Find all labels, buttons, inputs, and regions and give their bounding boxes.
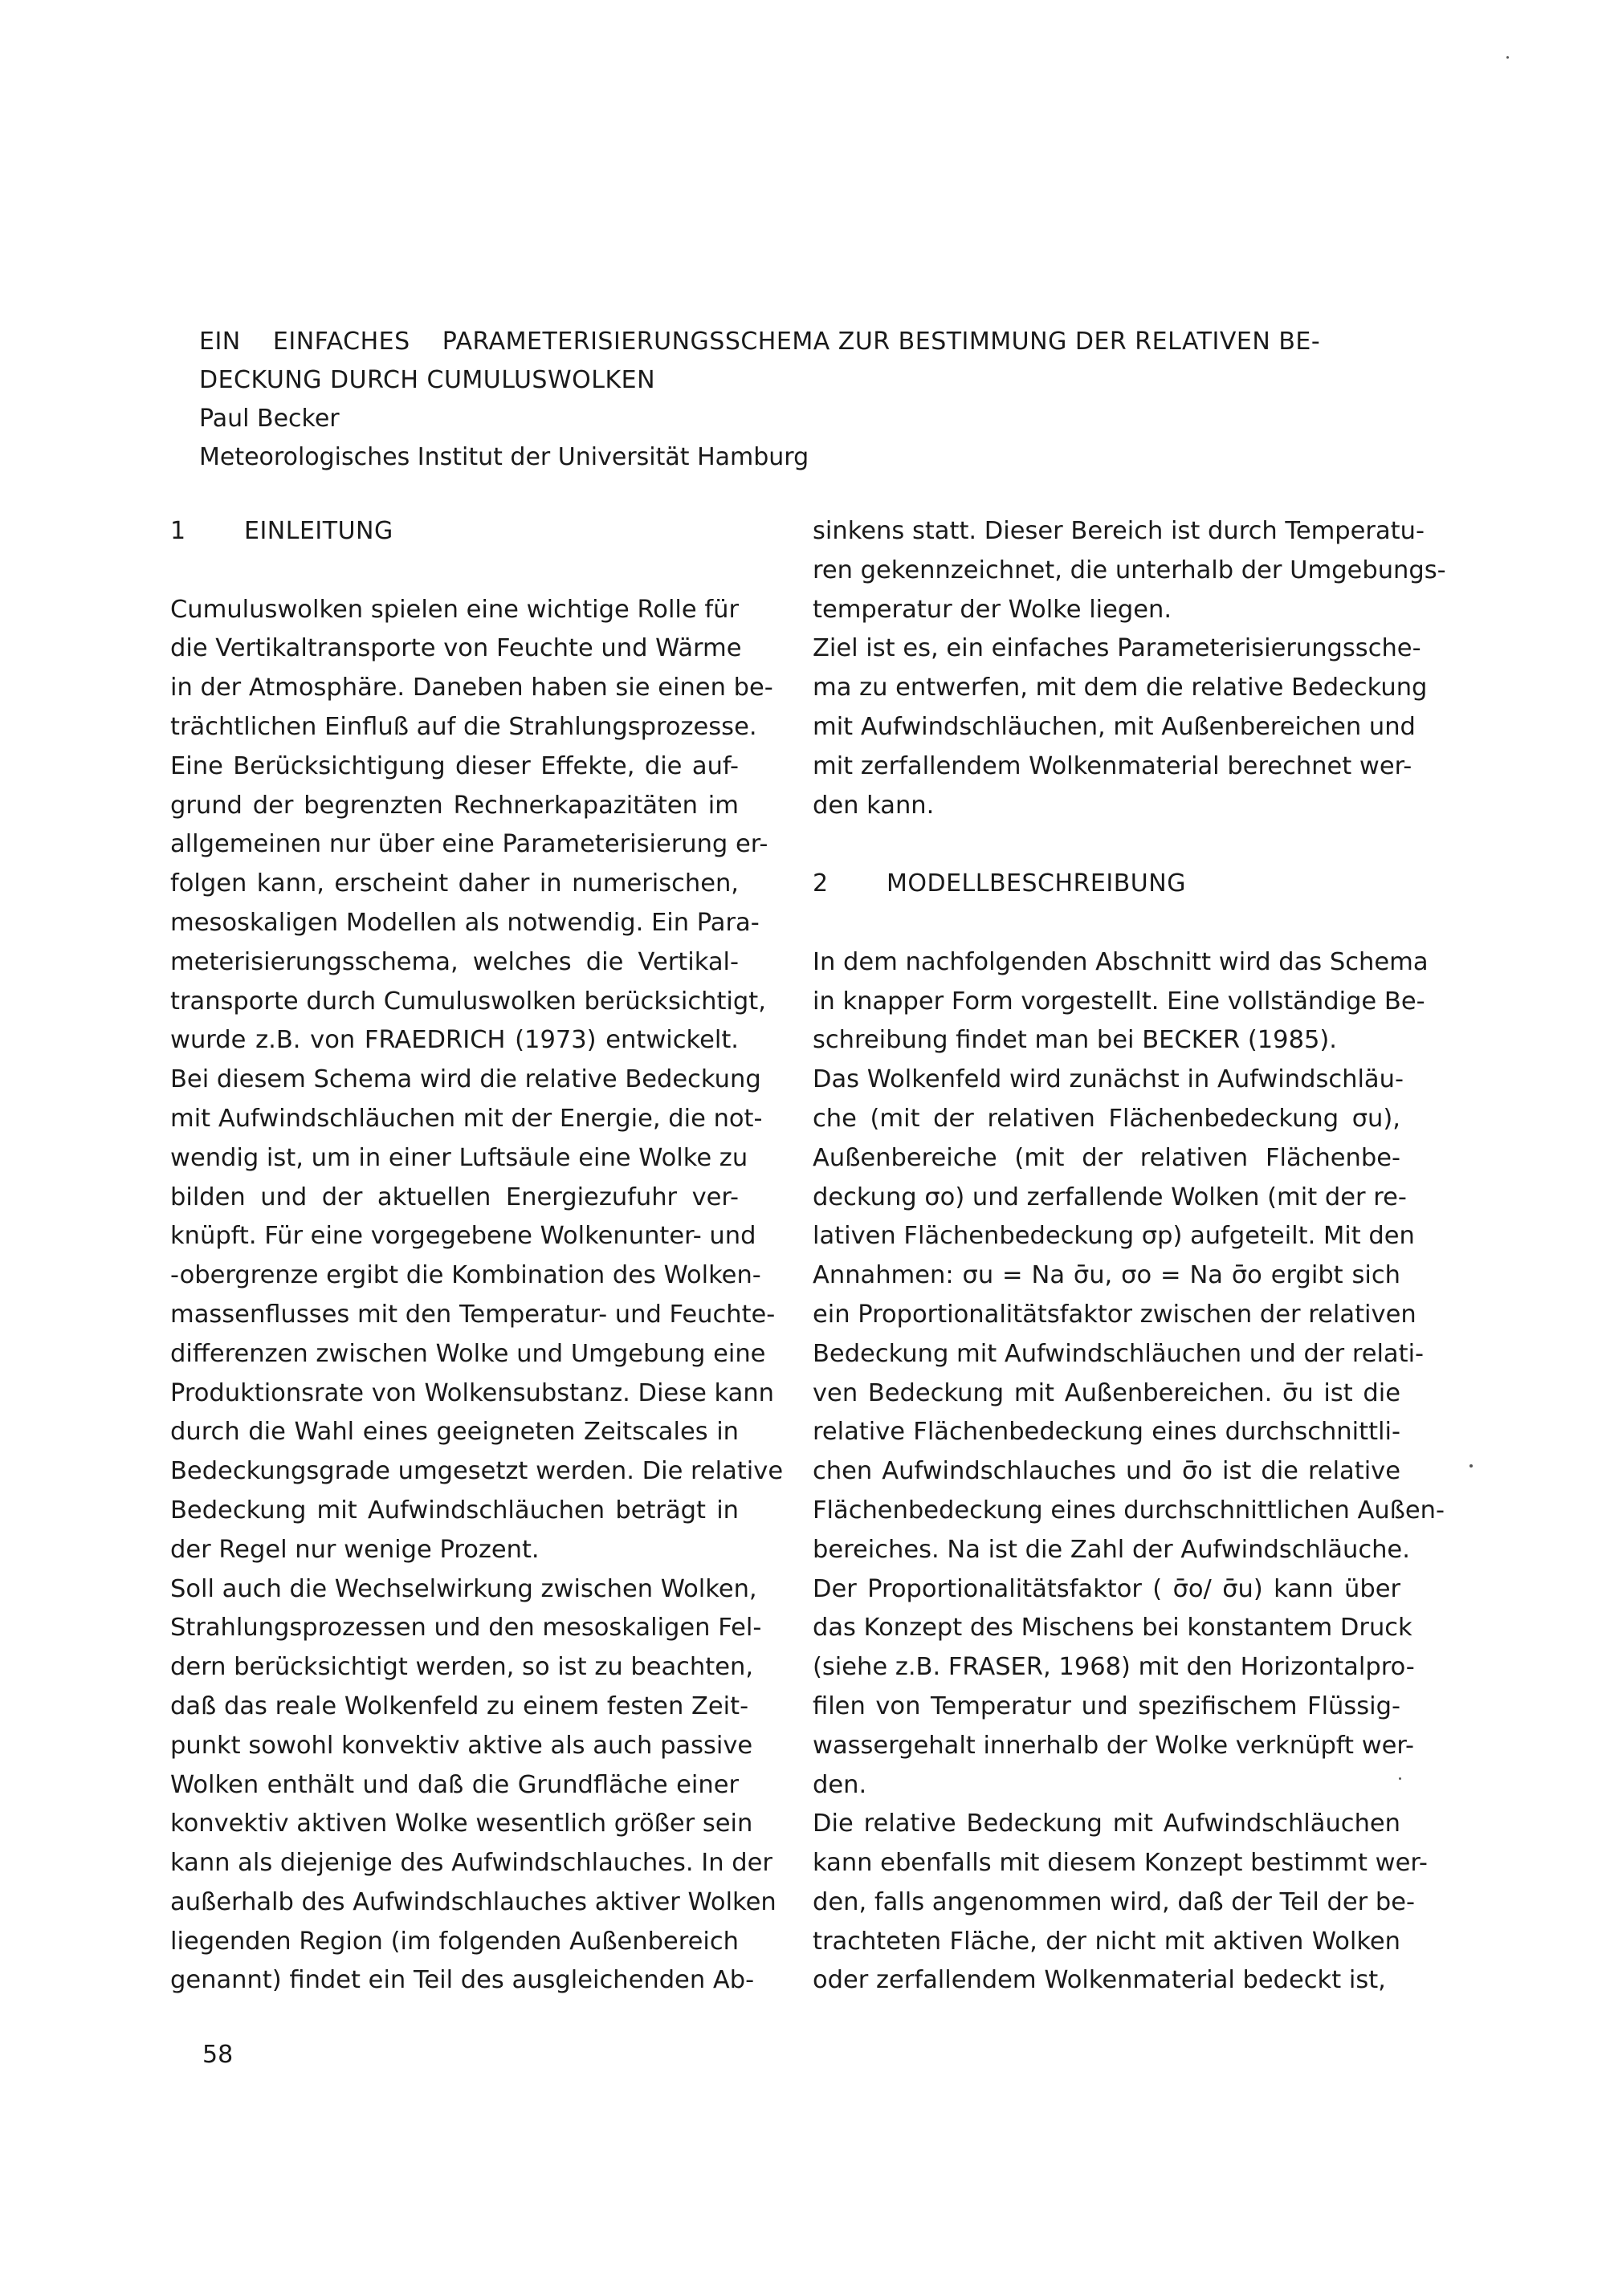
author-affiliation: Meteorologisches Institut der Universität Hamburg xyxy=(199,443,809,471)
text-line: In dem nachfolgenden Abschnitt wird das Schema xyxy=(813,947,1429,976)
text-line: Bedeckungsgrade umgesetzt werden. Die relative xyxy=(170,1457,784,1486)
text-line: kann als diejenige des Aufwindschlauches. In der xyxy=(170,1849,772,1878)
text-line: Außenbereiche (mit der relativen Flächenbe- xyxy=(813,1143,1400,1172)
paragraph xyxy=(813,629,1428,825)
section-title: MODELLBESCHREIBUNG xyxy=(887,869,1186,898)
text-line: schreibung findet man bei BECKER (1985). xyxy=(813,1026,1337,1055)
scan-speck xyxy=(1506,56,1509,59)
text-line: massenflusses mit den Temperatur- und Feuchte- xyxy=(170,1300,776,1329)
text-line: mesoskaligen Modellen als notwendig. Ein Para- xyxy=(170,908,760,937)
text-line: sinkens statt. Dieser Bereich ist durch Temperatu- xyxy=(813,517,1425,545)
text-line: dern berücksichtigt werden, so ist zu beachten, xyxy=(170,1653,754,1682)
scan-speck xyxy=(1469,1464,1473,1468)
page-number: 58 xyxy=(202,2041,234,2069)
text-line: (siehe z.B. FRASER, 1968) mit den Horizontalpro- xyxy=(813,1653,1415,1682)
paragraph xyxy=(170,1570,777,2001)
text-line: differenzen zwischen Wolke und Umgebung eine xyxy=(170,1339,766,1368)
text-line: oder zerfallendem Wolkenmaterial bedeckt ist, xyxy=(813,1966,1386,1995)
text-line: -obergrenze ergibt die Kombination des Wolken- xyxy=(170,1261,761,1290)
paragraph xyxy=(170,591,784,1570)
text-line: ren gekennzeichnet, die unterhalb der Umgebungs- xyxy=(813,556,1446,584)
text-line: Bedeckung mit Aufwindschläuchen und der relati- xyxy=(813,1339,1425,1368)
text-line: den, falls angenommen wird, daß der Teil der be- xyxy=(813,1887,1415,1916)
text-line: allgemeinen nur über eine Parameterisierung er- xyxy=(170,830,768,859)
text-line: genannt) findet ein Teil des ausgleichenden Ab- xyxy=(170,1966,755,1995)
text-line: Annahmen: σu = Na σ̄u, σo = Na σ̄o ergibt sich xyxy=(813,1261,1400,1290)
left-column xyxy=(170,512,784,2001)
text-line: Das Wolkenfeld wird zunächst in Aufwindschläu- xyxy=(813,1065,1404,1094)
text-line: durch die Wahl eines geeigneten Zeitscales in xyxy=(170,1418,739,1447)
text-line: folgen kann, erscheint daher in numerischen, xyxy=(170,869,739,898)
text-line: in der Atmosphäre. Daneben haben sie einen be- xyxy=(170,674,773,702)
section-number: 1 xyxy=(170,517,186,545)
scan-speck xyxy=(1399,1777,1401,1780)
text-line: che (mit der relativen Flächenbedeckung σu), xyxy=(813,1104,1400,1133)
text-line: temperatur der Wolke liegen. xyxy=(813,595,1172,624)
text-line: mit Aufwindschläuchen, mit Außenbereichen und xyxy=(813,712,1416,741)
paragraph xyxy=(813,1060,1445,1805)
text-line: Soll auch die Wechselwirkung zwischen Wolken, xyxy=(170,1574,757,1603)
text-line: relative Flächenbedeckung eines durchschnittli- xyxy=(813,1418,1400,1447)
text-line: wassergehalt innerhalb der Wolke verknüpft wer- xyxy=(813,1731,1415,1760)
text-line: chen Aufwindschlauches und σ̄o ist die relative xyxy=(813,1457,1400,1486)
text-line: bereiches. Na ist die Zahl der Aufwindschläuche. xyxy=(813,1535,1410,1564)
text-line: wurde z.B. von FRAEDRICH (1973) entwickelt. xyxy=(170,1026,739,1055)
text-line: ma zu entwerfen, mit dem die relative Bedeckung xyxy=(813,674,1428,702)
text-line: bilden und der aktuellen Energiezufuhr ver- xyxy=(170,1183,739,1211)
text-line: daß das reale Wolkenfeld zu einem festen Zeit- xyxy=(170,1691,749,1720)
text-line: liegenden Region (im folgenden Außenbereich xyxy=(170,1927,739,1956)
text-line: Bei diesem Schema wird die relative Bedeckung xyxy=(170,1065,761,1094)
paper-title-line-2: DECKUNG DURCH CUMULUSWOLKEN xyxy=(199,366,656,394)
author-name: Paul Becker xyxy=(199,405,340,433)
text-line: trächtlichen Einfluß auf die Strahlungsprozesse. xyxy=(170,712,757,741)
text-line: transporte durch Cumuluswolken berücksichtigt, xyxy=(170,987,766,1016)
text-line: Bedeckung mit Aufwindschläuchen beträgt in xyxy=(170,1496,739,1525)
paper-title-line-1: EIN EINFACHES PARAMETERISIERUNGSSCHEMA ZUR BESTIMMUNG DER RELATIVEN BE- xyxy=(199,328,1321,356)
text-line: den kann. xyxy=(813,791,935,820)
paragraph xyxy=(813,943,1429,1060)
text-line: Die relative Bedeckung mit Aufwindschläuchen xyxy=(813,1810,1400,1838)
text-line: ein Proportionalitätsfaktor zwischen der relativen xyxy=(813,1300,1416,1329)
section-heading-1 xyxy=(170,512,739,552)
text-line: außerhalb des Aufwindschlauches aktiver Wolken xyxy=(170,1887,777,1916)
text-line: filen von Temperatur und spezifischem Flüssig- xyxy=(813,1691,1400,1720)
paragraph xyxy=(813,512,1446,629)
text-line: Eine Berücksichtigung dieser Effekte, die auf- xyxy=(170,751,739,780)
text-line: konvektiv aktiven Wolke wesentlich größer sein xyxy=(170,1810,753,1838)
text-line: trachteten Fläche, der nicht mit aktiven Wolken xyxy=(813,1927,1400,1956)
text-line: Der Proportionalitätsfaktor ( σ̄o/ σ̄u) kann über xyxy=(813,1574,1400,1603)
text-line: Strahlungsprozessen und den mesoskaligen Fel- xyxy=(170,1614,762,1643)
text-line: der Regel nur wenige Prozent. xyxy=(170,1535,540,1564)
text-line: in knapper Form vorgestellt. Eine vollständige Be- xyxy=(813,987,1425,1016)
text-line: ven Bedeckung mit Außenbereichen. σ̄u ist die xyxy=(813,1378,1400,1407)
text-line: kann ebenfalls mit diesem Konzept bestimmt wer- xyxy=(813,1849,1428,1878)
text-line: knüpft. Für eine vorgegebene Wolkenunter- und xyxy=(170,1222,756,1251)
text-line: deckung σo) und zerfallende Wolken (mit der re- xyxy=(813,1183,1407,1211)
text-line: Flächenbedeckung eines durchschnittlichen Außen- xyxy=(813,1496,1445,1525)
text-line: Cumuluswolken spielen eine wichtige Rolle für xyxy=(170,595,739,624)
text-line: das Konzept des Mischens bei konstantem Druck xyxy=(813,1614,1412,1643)
text-line: den. xyxy=(813,1770,867,1799)
text-line: grund der begrenzten Rechnerkapazitäten im xyxy=(170,791,739,820)
text-line: wendig ist, um in einer Luftsäule eine Wolke zu xyxy=(170,1143,748,1172)
section-heading-2 xyxy=(813,865,1400,904)
section-title: EINLEITUNG xyxy=(244,517,393,545)
text-line: Wolken enthält und daß die Grundfläche einer xyxy=(170,1770,739,1799)
text-line: die Vertikaltransporte von Feuchte und Wärme xyxy=(170,634,742,663)
right-column xyxy=(813,512,1446,2001)
text-line: Produktionsrate von Wolkensubstanz. Diese kann xyxy=(170,1378,775,1407)
paragraph xyxy=(813,1805,1428,2001)
text-line: meterisierungsschema, welches die Vertikal- xyxy=(170,947,739,976)
text-line: mit zerfallendem Wolkenmaterial berechnet wer- xyxy=(813,751,1412,780)
text-line: lativen Flächenbedeckung σp) aufgeteilt. Mit den xyxy=(813,1222,1415,1251)
text-line: mit Aufwindschläuchen mit der Energie, die not- xyxy=(170,1104,763,1133)
text-line: Ziel ist es, ein einfaches Parameterisierungssche- xyxy=(813,634,1421,663)
title-block xyxy=(199,323,1339,477)
section-number: 2 xyxy=(813,869,829,898)
text-line: punkt sowohl konvektiv aktive als auch passive xyxy=(170,1731,753,1760)
